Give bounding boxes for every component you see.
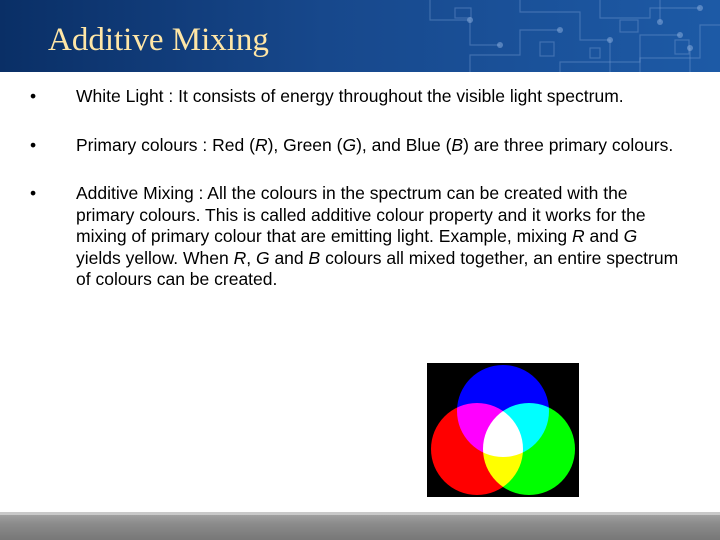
bullet-marker: • — [30, 134, 37, 155]
italic-symbol: R — [572, 226, 585, 246]
slide-header — [0, 0, 720, 72]
italic-symbol: B — [308, 247, 321, 268]
bullet-text: White Light : It consists of energy throughout the visible light spectrum. — [76, 86, 624, 106]
bullet-text: ), and Blue ( — [356, 134, 452, 155]
bullet-text: Additive Mixing : All the colours in the spectrum can be created with the primary colours. This is called additive colour property and it works for the mixing of primary colour that are emitting light. Example, mixing — [76, 183, 646, 246]
bullet-text: ) are three primary colours. — [463, 134, 674, 155]
italic-symbol: G — [342, 134, 357, 155]
italic-symbol: R — [254, 134, 268, 155]
bullet-text: and — [269, 247, 309, 268]
bullet-item — [30, 183, 685, 291]
footer-highlight — [0, 512, 720, 515]
green-circle — [483, 403, 575, 495]
italic-symbol: R — [233, 247, 247, 268]
bullet-text: ), Green ( — [267, 134, 343, 155]
additive-color-venn-image — [427, 363, 579, 497]
bullet-item — [30, 86, 685, 108]
bullet-list — [30, 86, 685, 318]
bullet-text: colours all mixed together, an entire spectrum of colours can be created. — [76, 247, 679, 289]
slide-footer-bar — [0, 512, 720, 540]
bullet-marker: • — [30, 183, 37, 203]
bullet-text: yields yellow. When — [76, 247, 234, 268]
italic-symbol: G — [623, 226, 638, 246]
bullet-text: and — [584, 226, 624, 246]
bullet-marker: • — [30, 86, 37, 106]
bullet-text: , — [246, 247, 256, 268]
bullet-item — [30, 135, 685, 157]
bullet-text: Primary colours : Red ( — [76, 134, 255, 155]
rgb-circles-diagram — [427, 363, 579, 497]
italic-symbol: B — [451, 134, 464, 155]
italic-symbol: G — [255, 247, 270, 268]
slide-title: Additive Mixing — [48, 22, 269, 58]
